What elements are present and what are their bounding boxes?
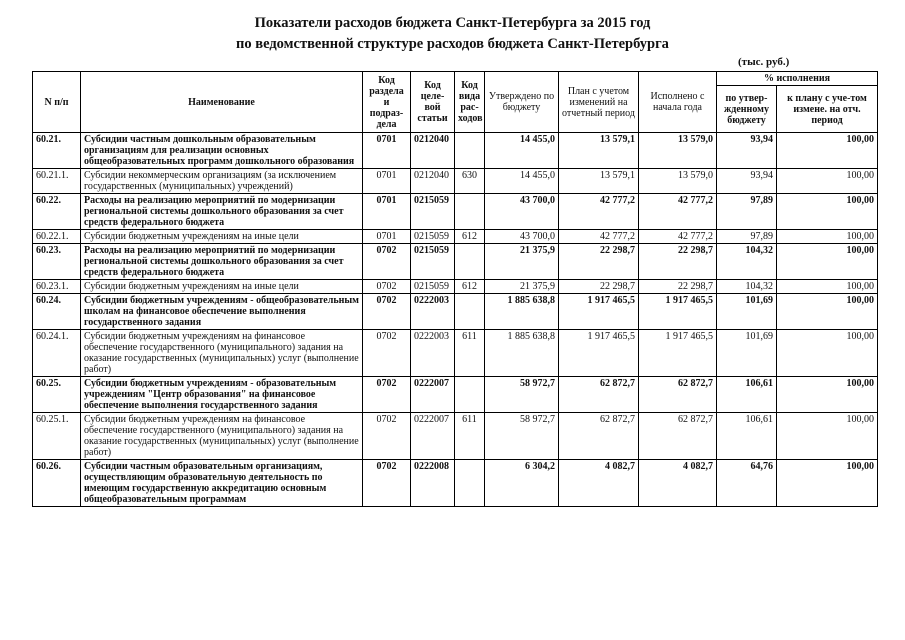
cell-executed: 22 298,7	[639, 244, 717, 280]
cell-plan: 62 872,7	[559, 413, 639, 460]
cell-approved: 1 885 638,8	[485, 294, 559, 330]
cell-pct-approved: 101,69	[717, 330, 777, 377]
cell-plan: 42 777,2	[559, 230, 639, 244]
cell-type: 611	[455, 330, 485, 377]
cell-section: 0701	[363, 169, 411, 194]
cell-pct-plan: 100,00	[777, 460, 878, 507]
cell-executed: 42 777,2	[639, 194, 717, 230]
cell-executed: 62 872,7	[639, 413, 717, 460]
cell-section: 0702	[363, 280, 411, 294]
cell-name: Расходы на реализацию мероприятий по модернизации региональной системы дошкольного образования за счет средств федерального бюджета	[81, 194, 363, 230]
cell-name: Субсидии бюджетным учреждениям на финансовое обеспечение государственного (муниципального) задания на оказание государственных (муниципальных) услуг (выполнение работ)	[81, 413, 363, 460]
col-header-approved: Утверждено по бюджету	[485, 72, 559, 133]
cell-num: 60.21.1.	[33, 169, 81, 194]
cell-type	[455, 460, 485, 507]
cell-pct-plan: 100,00	[777, 294, 878, 330]
table-row	[33, 460, 878, 507]
cell-section: 0702	[363, 244, 411, 280]
cell-num: 60.26.	[33, 460, 81, 507]
col-header-article: Код целе-вой статьи	[411, 72, 455, 133]
cell-section: 0702	[363, 330, 411, 377]
cell-plan: 22 298,7	[559, 280, 639, 294]
cell-name: Субсидии некоммерческим организациям (за исключением государственных (муниципальных) учреждений)	[81, 169, 363, 194]
cell-approved: 43 700,0	[485, 194, 559, 230]
col-header-plan: План с учетом изменений на отчетный период	[559, 72, 639, 133]
col-header-executed: Исполнено с начала года	[639, 72, 717, 133]
cell-num: 60.22.	[33, 194, 81, 230]
cell-approved: 21 375,9	[485, 244, 559, 280]
cell-plan: 13 579,1	[559, 169, 639, 194]
cell-executed: 4 082,7	[639, 460, 717, 507]
table-row	[33, 330, 878, 377]
cell-plan: 1 917 465,5	[559, 294, 639, 330]
cell-plan: 42 777,2	[559, 194, 639, 230]
col-header-name: Наименование	[81, 72, 363, 133]
cell-pct-approved: 97,89	[717, 230, 777, 244]
cell-type	[455, 244, 485, 280]
cell-article: 0215059	[411, 230, 455, 244]
cell-approved: 14 455,0	[485, 133, 559, 169]
cell-pct-plan: 100,00	[777, 169, 878, 194]
cell-executed: 42 777,2	[639, 230, 717, 244]
cell-article: 0215059	[411, 280, 455, 294]
cell-name: Субсидии бюджетным учреждениям - образовательным учреждениям "Центр образования" на финансовое обеспечение выполнения государственного задания	[81, 377, 363, 413]
cell-executed: 1 917 465,5	[639, 330, 717, 377]
cell-num: 60.23.	[33, 244, 81, 280]
cell-executed: 62 872,7	[639, 377, 717, 413]
cell-num: 60.24.1.	[33, 330, 81, 377]
cell-article: 0222008	[411, 460, 455, 507]
cell-pct-approved: 104,32	[717, 244, 777, 280]
cell-name: Субсидии бюджетным учреждениям - общеобразовательным школам на финансовое обеспечение выполнения государственного задания	[81, 294, 363, 330]
cell-section: 0702	[363, 294, 411, 330]
cell-article: 0222003	[411, 294, 455, 330]
table-row	[33, 194, 878, 230]
cell-type	[455, 377, 485, 413]
cell-section: 0702	[363, 413, 411, 460]
cell-pct-approved: 64,76	[717, 460, 777, 507]
cell-name: Субсидии частным дошкольным образовательным организациям для реализации основных общеобразовательных программ дошкольного образования	[81, 133, 363, 169]
cell-section: 0702	[363, 377, 411, 413]
cell-type: 612	[455, 280, 485, 294]
cell-num: 60.23.1.	[33, 280, 81, 294]
cell-plan: 62 872,7	[559, 377, 639, 413]
cell-pct-approved: 106,61	[717, 377, 777, 413]
cell-section: 0701	[363, 194, 411, 230]
cell-type	[455, 194, 485, 230]
cell-pct-plan: 100,00	[777, 280, 878, 294]
cell-name: Расходы на реализацию мероприятий по модернизации региональной системы дошкольного образования за счет средств федерального бюджета	[81, 244, 363, 280]
col-header-pct-approved: по утвер-жденному бюджету	[717, 86, 777, 133]
cell-num: 60.25.	[33, 377, 81, 413]
cell-approved: 58 972,7	[485, 377, 559, 413]
cell-pct-approved: 101,69	[717, 294, 777, 330]
cell-num: 60.22.1.	[33, 230, 81, 244]
cell-pct-plan: 100,00	[777, 194, 878, 230]
cell-pct-approved: 93,94	[717, 169, 777, 194]
document-subtitle: по ведомственной структуре расходов бюджета Санкт-Петербурга	[236, 36, 669, 52]
col-header-pct-group: % исполнения	[717, 72, 878, 86]
cell-article: 0215059	[411, 194, 455, 230]
table-row	[33, 169, 878, 194]
cell-pct-plan: 100,00	[777, 133, 878, 169]
cell-executed: 13 579,0	[639, 169, 717, 194]
cell-name: Субсидии частным образовательным организациям, осуществляющим образовательную деятельность по имеющим государственную аккредитацию основным общеобразовательным программам	[81, 460, 363, 507]
cell-type: 630	[455, 169, 485, 194]
cell-num: 60.21.	[33, 133, 81, 169]
cell-article: 0212040	[411, 169, 455, 194]
cell-pct-approved: 93,94	[717, 133, 777, 169]
table-row	[33, 280, 878, 294]
cell-pct-plan: 100,00	[777, 230, 878, 244]
cell-type: 611	[455, 413, 485, 460]
cell-pct-approved: 97,89	[717, 194, 777, 230]
cell-article: 0222007	[411, 413, 455, 460]
cell-approved: 21 375,9	[485, 280, 559, 294]
col-header-pct-plan: к плану с уче-том измене. на отч. период	[777, 86, 878, 133]
cell-section: 0701	[363, 133, 411, 169]
table-row	[33, 244, 878, 280]
cell-executed: 22 298,7	[639, 280, 717, 294]
col-header-type: Код вида рас-ходов	[455, 72, 485, 133]
cell-executed: 13 579,0	[639, 133, 717, 169]
cell-type	[455, 133, 485, 169]
cell-pct-approved: 106,61	[717, 413, 777, 460]
table-row	[33, 377, 878, 413]
cell-name: Субсидии бюджетным учреждениям на финансовое обеспечение государственного (муниципального) задания на оказание государственных (муниципальных) услуг (выполнение работ)	[81, 330, 363, 377]
cell-executed: 1 917 465,5	[639, 294, 717, 330]
cell-approved: 6 304,2	[485, 460, 559, 507]
cell-plan: 22 298,7	[559, 244, 639, 280]
col-header-num: N п/п	[33, 72, 81, 133]
cell-pct-plan: 100,00	[777, 244, 878, 280]
cell-num: 60.25.1.	[33, 413, 81, 460]
table-row	[33, 230, 878, 244]
cell-pct-approved: 104,32	[717, 280, 777, 294]
cell-section: 0701	[363, 230, 411, 244]
table-row	[33, 413, 878, 460]
document-title: Показатели расходов бюджета Санкт-Петербурга за 2015 год	[254, 15, 651, 31]
cell-type: 612	[455, 230, 485, 244]
cell-name: Субсидии бюджетным учреждениям на иные цели	[81, 230, 363, 244]
table-row	[33, 294, 878, 330]
cell-article: 0222007	[411, 377, 455, 413]
cell-pct-plan: 100,00	[777, 377, 878, 413]
cell-type	[455, 294, 485, 330]
cell-plan: 1 917 465,5	[559, 330, 639, 377]
cell-article: 0212040	[411, 133, 455, 169]
cell-approved: 43 700,0	[485, 230, 559, 244]
cell-approved: 58 972,7	[485, 413, 559, 460]
cell-num: 60.24.	[33, 294, 81, 330]
cell-approved: 14 455,0	[485, 169, 559, 194]
cell-pct-plan: 100,00	[777, 413, 878, 460]
col-header-section: Код раздела и подраз-дела	[363, 72, 411, 133]
cell-article: 0215059	[411, 244, 455, 280]
cell-name: Субсидии бюджетным учреждениям на иные цели	[81, 280, 363, 294]
table-row	[33, 133, 878, 169]
cell-pct-plan: 100,00	[777, 330, 878, 377]
cell-approved: 1 885 638,8	[485, 330, 559, 377]
cell-plan: 13 579,1	[559, 133, 639, 169]
cell-section: 0702	[363, 460, 411, 507]
cell-plan: 4 082,7	[559, 460, 639, 507]
units-label: (тыс. руб.)	[738, 56, 790, 68]
budget-table	[32, 71, 878, 507]
cell-article: 0222003	[411, 330, 455, 377]
